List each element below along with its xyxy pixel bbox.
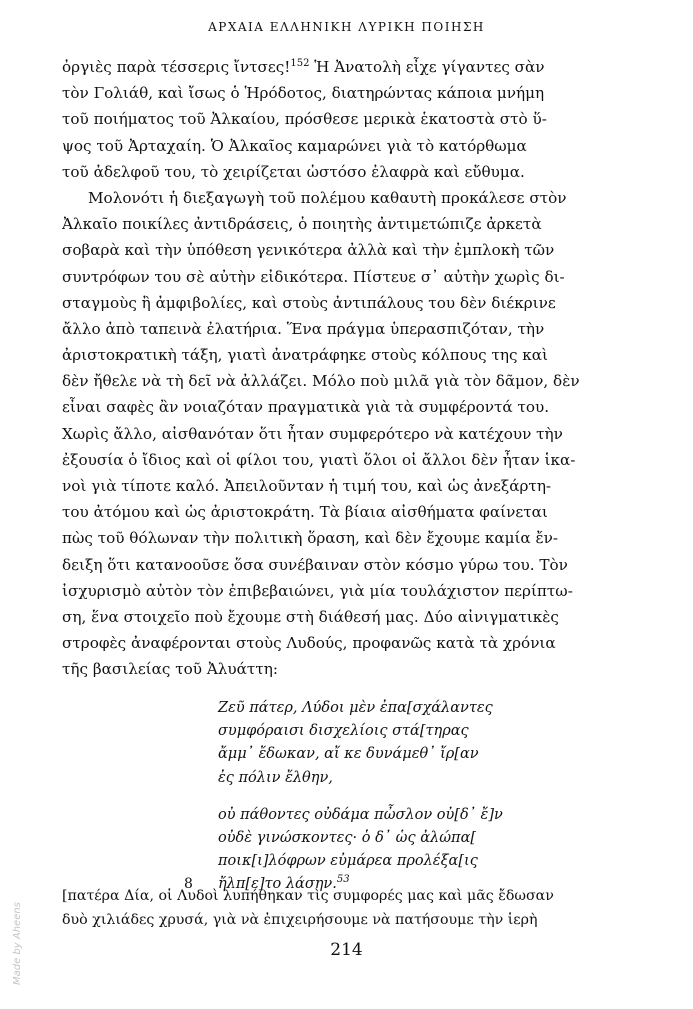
paragraph-2-line-8: δὲν ἤθελε νὰ τὴ δεῖ νὰ ἀλλάζει. Μόλο ποὺ μιλᾶ γιὰ τὸν δᾶμον, δὲν	[62, 372, 580, 391]
paragraph-2-line-4: συντρόφων του σὲ αὐτὴν εἰδικότερα. Πίστευε σ᾽ αὐτὴν χωρὶς δι-	[62, 267, 565, 286]
poem-line-3: ἄμμ᾽ ἔδωκαν, αἴ κε δυνάμεθ᾽ ἴρ[αν	[218, 746, 479, 763]
paragraph-2-line-3: σοβαρὰ καὶ τὴν ὑπόθεση γενικότερα ἀλλὰ καὶ τὴν ἐμπλοκὴ τῶν	[62, 241, 555, 260]
paragraph-2-line-18: στροφὲς ἀναφέρονται στοὺς Λυδούς, προφανῶς κατὰ τὰ χρόνια	[62, 634, 556, 653]
footnote-marker: 152	[290, 57, 310, 69]
poem-line-4: ἐς πόλιν ἔλθην,	[218, 769, 333, 786]
paragraph-2-line-17: ση, ἕνα στοιχεῖο ποὺ ἔχουμε στὴ διάθεσή μας. Δύο αἰνιγματικὲς	[62, 607, 559, 626]
paragraph-2-line-7: ἀριστοκρατικὴ τάξη, γιατὶ ἀνατράφηκε στοὺς κόλπους της καὶ	[62, 346, 548, 365]
translation-text	[62, 884, 636, 932]
greek-poem-quotation	[184, 697, 638, 897]
paragraph-2-line-11: ἐξουσία ὁ ἴδιος καὶ οἱ φίλοι του, γιατὶ ὅλοι οἱ ἄλλοι δὲν ἦταν ἱκα-	[62, 450, 576, 469]
translation-line-2: δυὸ χιλιάδες χρυσά, γιὰ νὰ ἐπιχειρήσουμε νὰ πατήσουμε τὴν ἱερὴ	[62, 912, 538, 928]
stanza-gap	[218, 790, 638, 804]
poem-line-6: οὐδὲ γινώσκοντες· ὁ δ᾽ ὡς ἀλώπα[	[218, 829, 477, 846]
paragraph-2-line-6: ἄλλο ἀπὸ ταπεινὰ ἐλατήρια. Ἕνα πράγμα ὑπερασπιζόταν, τὴν	[62, 319, 545, 338]
poem-line-5: οὐ πάθοντες οὐδάμα πὦσλον οὐ[δ᾽ ἔ]ν	[218, 806, 503, 823]
paragraph-2-line-13: του ἀτόμου καὶ ὡς ἀριστοκράτη. Τὰ βίαια αἰσθήματα φαίνεται	[62, 503, 548, 522]
paragraph-2-line-19: τῆς βασιλείας τοῦ Ἀλυάττη:	[62, 660, 278, 679]
paragraph-1-line-1	[62, 54, 636, 80]
text-fragment: ὀργιὲς παρὰ τέσσερις ἴντσες!	[62, 58, 291, 76]
poem-line-7: ποικ[ι]λόφρων εὐμάρεα προλέξα[ις	[218, 853, 478, 870]
paragraph-2-line-15: δειξη ὅτι κατανοοῦσε ὅσα συνέβαιναν στὸν κόσμο γύρω του. Τὸν	[62, 555, 568, 574]
paragraph-2-line-1: Μολονότι ἡ διεξαγωγὴ τοῦ πολέμου καθαυτὴ προκάλεσε στὸν	[88, 188, 567, 207]
paragraph-2-line-14: πὼς τοῦ θόλωναν τὴν πολιτικὴ ὅραση, καὶ δὲν ἔχουμε καμία ἔν-	[62, 529, 558, 548]
paragraph-2-line-12: νοὶ γιὰ τίποτε καλό. Ἀπειλοῦνταν ἡ τιμή του, καὶ ὡς ἀνεξάρτη-	[62, 477, 552, 495]
paragraph-2-line-10: Χωρὶς ἄλλο, αἰσθανόταν ὅτι ἦταν συμφερότερο νὰ κατέχουν τὴν	[62, 424, 563, 443]
page-number: 214	[330, 940, 363, 960]
translation-line-1: [πατέρα Δία, οἱ Λυδοὶ λυπήθηκαν τὶς συμφορές μας καὶ μᾶς ἔδωσαν	[62, 888, 554, 904]
footnote-marker: 53	[336, 874, 350, 886]
body-text	[62, 54, 636, 683]
paragraph-2-line-9: εἶναι σαφὲς ἂν νοιαζόταν πραγματικὰ γιὰ τὰ συμφέροντά του.	[62, 398, 550, 417]
poem-line-1: Ζεῦ πάτερ, Λύδοι μὲν ἐπα[σχάλαντες	[218, 700, 493, 716]
paragraph-2-line-16: ἰσχυρισμὸ αὐτὸν τὸν ἐπιβεβαιώνει, γιὰ μία τουλάχιστον περίπτω-	[62, 581, 573, 600]
paragraph-1-line-2: τὸν Γολιάθ, καὶ ἴσως ὁ Ἡρόδοτος, διατηρώντας κάποια μνήμη	[62, 84, 545, 103]
paragraph-1-line-3: τοῦ ποιήματος τοῦ Ἀλκαίου, πρόσθεσε μερικὰ ἑκατοστὰ στὸ ὕ-	[62, 110, 547, 129]
paragraph-1-line-5: τοῦ ἀδελφοῦ του, τὸ χειρίζεται ὡστόσο ἐλαφρὰ καὶ εὔθυμα.	[62, 162, 525, 181]
poem-line-number: 8	[184, 876, 193, 893]
text-fragment: Ἡ Ἀνατολὴ εἶχε γίγαντες σὰν	[314, 58, 545, 76]
poem-line-2: συμφόραισι δισχελίοις στά[τηρας	[218, 723, 469, 740]
running-head: ΑΡΧΑΙΑ ΕΛΛΗΝΙΚΗ ΛΥΡΙΚΗ ΠΟΙΗΣΗ	[208, 20, 485, 34]
poem-line-8-text: ἤλπ[ε]το λάσην.	[218, 876, 337, 893]
paragraph-1-line-4: ψος τοῦ Ἀρταχαίη. Ὁ Ἀλκαῖος καμαρώνει γιὰ τὸ κατόρθωμα	[62, 136, 527, 155]
paragraph-2-line-2: Ἀλκαῖο ποικίλες ἀντιδράσεις, ὁ ποιητὴς ἀντιμετώπιζε ἀρκετὰ	[62, 215, 542, 234]
paragraph-2-line-5: σταγμοὺς ἢ ἀμφιβολίες, καὶ στοὺς ἀντιπάλους του δὲν διέκρινε	[62, 293, 556, 312]
watermark: Made by Aheens	[12, 902, 23, 985]
